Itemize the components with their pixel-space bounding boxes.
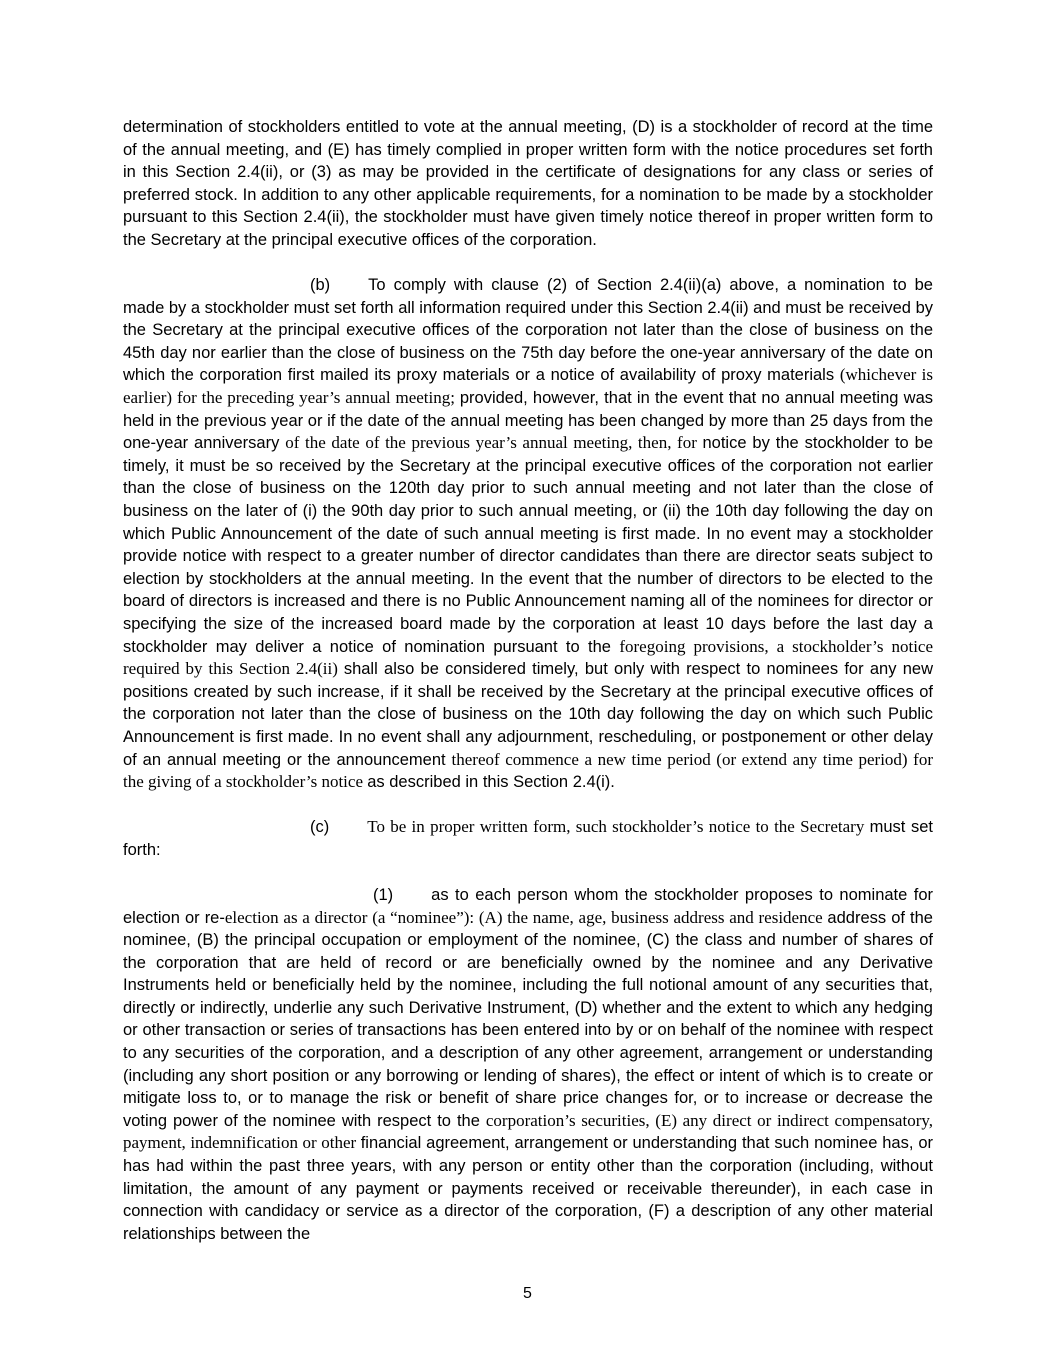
text-run: of the date of the previous year’s annual meeting, then, for — [285, 433, 703, 453]
text-run: provided, however, that in the event that no annual meeting was held in the previous year or if the date of the annual meeting has been changed by more than 25 days from the one-year anniversary — [123, 389, 934, 453]
text-run: address of the nominee, (B) the principal occupation or employment of the nominee, (C) the class and number of shares of the corporation that are held of record or are beneficially owned by the nominee and any Derivative Instruments held or beneficially held by the nominee, including the full notional amount of any securities that, directly or indirectly, underlie any such Derivative Instrument, (D) whether and the extent to which any hedging or other transaction or series of transactions has been entered into by or on behalf of the nominee with respect to any securities of the corporation, and a description of any other agreement, arrangement or understanding (including any short position or any borrowing or lending of shares), the effect or intent of which is to create or mitigate loss to, or to manage the risk or benefit of share price changes for, or to increase or decrease the voting power of the nominee with respect to the — [123, 908, 933, 1130]
text-run: determination of stockholders entitled to vote at the annual meeting, (D) is a stockholder of record at the time of the annual meeting, and (E) has timely complied in proper written form with the notice procedures set forth in this Section 2.4(ii), or (3) as may be provided in the certificate of designations for any class or series of preferred stock. In addition to any other applicable requirements, for a nomination to be made by a stockholder pursuant to this Section 2.4(ii), the stockholder must have given timely notice thereof in proper written form to the Secretary at the principal executive offices of the corporation. — [123, 118, 933, 249]
paragraph — [123, 816, 933, 861]
paragraph — [123, 884, 933, 1246]
document-body — [123, 116, 933, 1268]
text-run: notice by the stockholder to be timely, it must be so received by the Secretary at the principal executive offices of the corporation not earlier than the close of business on the 120th day prior to such annual meeting and not later than the close of business on the later of (i) the 90th day prior to such annual meeting, or (ii) the 10th day following the day on which Public Announcement of the date of such annual meeting is first made. In no event may a stockholder provide notice with respect to a greater number of director candidates than there are director seats subject to election by stockholders at the annual meeting. In the event that the number of directors to be elected to the board of directors is increased and there is no Public Announcement naming all of the nominees for director or specifying the size of the increased board made by the corporation at least 10 days before the last day a stockholder may deliver a notice of nomination pursuant to the — [123, 434, 934, 656]
text-run: financial agreement, arrangement or understanding that such nominee has, or has had within the past three years, with any person or entity other than the corporation (including, without limitation, the amount of any payment or payments received or receivable thereunder), in each case in connection with candidacy or service as a director of the corporation, (F) a description of any other material relationships between the — [123, 1134, 933, 1243]
text-run: corporation’s securities, (E) any direct or indirect compensatory, payment, indemnification or other — [123, 1110, 934, 1153]
text-run: election as a director (a “nominee”): (A) the name, age, business address and residence — [224, 907, 828, 927]
text-run: (whichever is earlier) for the preceding year’s annual meeting; — [123, 365, 933, 408]
text-run: must set forth: — [123, 818, 933, 859]
text-run: foregoing provisions, a stockholder’s notice required by this Section 2.4(ii) — [123, 636, 934, 679]
paragraph — [123, 274, 933, 794]
text-run: as to each person whom the stockholder proposes to nominate for election or re- — [123, 885, 933, 927]
text-run: To comply with clause (2) of Section 2.4(ii)(a) above, a nomination to be made by a stockholder must set forth all information required under this Section 2.4(ii) and must be received by the Secretary at the principal executive offices of the corporation not later than the close of business on the 45th day nor earlier than the close of business on the 75th day before the one-year anniversary of the date on which the corporation first mailed its proxy materials or a notice of availability of proxy materials — [123, 276, 933, 385]
text-run: thereof commence a new time period (or extend any time period) for the giving of a stockholder’s notice — [123, 749, 933, 792]
text-run: shall also be considered timely, but only with respect to nominees for any new positions created by such increase, if it shall be received by the Secretary at the principal executive offices of the corporation not later than the close of business on the 10th day following the day on which such Public Announcement is first made. In no event shall any adjournment, rescheduling, or postponement or other delay of an annual meeting or the announcement — [123, 660, 933, 769]
page-number: 5 — [523, 1285, 532, 1302]
text-run: (1) — [373, 885, 394, 904]
text-run: (c) — [310, 818, 330, 837]
text-run: (b) — [310, 276, 331, 295]
text-run: as described in this Section 2.4(i). — [367, 773, 615, 792]
text-run: To be in proper written form, such stockholder’s notice to the Secretary — [367, 817, 870, 837]
paragraph — [123, 116, 933, 252]
